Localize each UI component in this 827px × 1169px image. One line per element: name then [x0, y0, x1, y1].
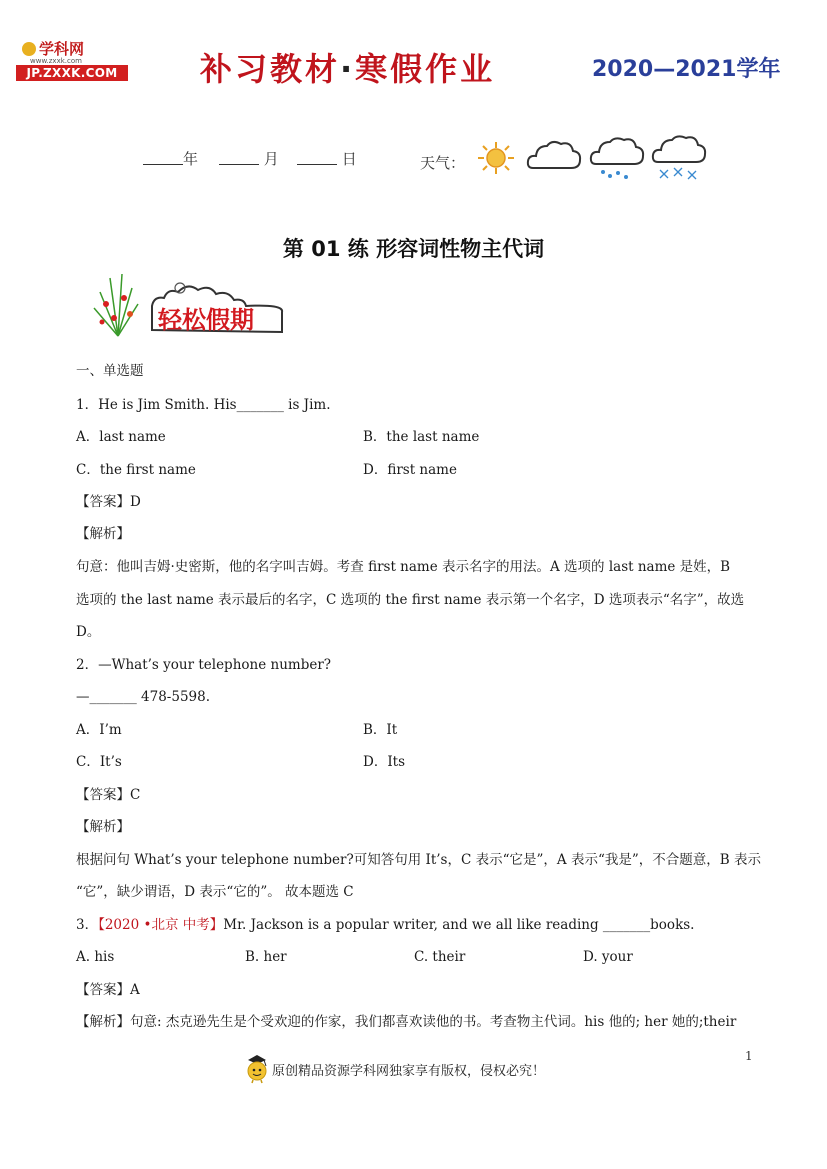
- banner-part1: 补习教材: [200, 50, 341, 88]
- logo-band: JP.ZXXK.COM: [16, 65, 128, 81]
- page-title: 第 01 练 形容词性物主代词: [282, 237, 545, 261]
- date-day-field: [297, 148, 357, 169]
- month-blank: [219, 150, 259, 165]
- q1-analysis-line-2: 选项的 the last name 表示最后的名字，C 选项的 the first name 表示第一个名字，D 选项表示“名字”，故选: [76, 592, 745, 608]
- q1-option-a[interactable]: A．last name: [76, 429, 166, 445]
- q1-analysis-label: 【解析】: [76, 526, 130, 542]
- q3-option-b[interactable]: B. her: [245, 949, 287, 965]
- rain-icon: [588, 136, 646, 182]
- section-heading: 一、单选题: [76, 363, 144, 379]
- day-blank: [297, 150, 337, 165]
- holiday-badge: [88, 270, 288, 340]
- question-2-stem: 2．—What’s your telephone number?: [76, 657, 332, 673]
- flower-plant-icon: [94, 274, 138, 336]
- snow-icon: [650, 134, 708, 182]
- q2-option-b[interactable]: B．It: [363, 722, 398, 738]
- banner-dot: ·: [340, 50, 356, 88]
- q1-analysis-line-1: 句意：他叫吉姆·史密斯，他的名字叫吉姆。考查 first name 表示名字的用法。A 选项的 last name 是姓，B: [76, 559, 731, 575]
- q3-analysis-line-1: 【解析】句意: 杰克逊先生是个受欢迎的作家，我们都喜欢读他的书。考查物主代词。his 他的; her 她的;their: [76, 1014, 737, 1030]
- q1-answer: 【答案】D: [76, 494, 141, 510]
- question-1-stem: 1．He is Jim Smith. His_______ is Jim.: [76, 397, 331, 413]
- q3-option-d[interactable]: D. your: [583, 949, 633, 965]
- banner-part2: 寒假作业: [355, 50, 496, 88]
- page-number: 1: [745, 1049, 753, 1063]
- question-3-stem: [76, 916, 694, 934]
- q1-analysis-line-3: D。: [76, 624, 101, 640]
- school-year: 2020—2021学年: [592, 57, 781, 82]
- day-label: 日: [341, 150, 357, 168]
- q3-stem-text: Mr. Jackson is a popular writer, and we all like reading _______books.: [223, 917, 695, 933]
- q2-analysis-line-2: “它”，缺少谓语，D 表示“它的”。 故本题选 C: [76, 884, 354, 900]
- year-blank: [143, 150, 183, 165]
- q2-answer: 【答案】C: [76, 787, 141, 803]
- q2-analysis-label: 【解析】: [76, 819, 130, 835]
- q2-option-c[interactable]: C．It’s: [76, 754, 122, 770]
- logo-mark-icon: [22, 42, 36, 56]
- year-label: 年: [183, 150, 199, 168]
- question-2-stem-reply: —_______ 478-5598.: [76, 689, 211, 705]
- q1-option-c[interactable]: C．the first name: [76, 462, 196, 478]
- date-month-field: [219, 148, 279, 169]
- copyright-footer: 原创精品资源学科网独家享有版权，侵权必究！: [272, 1064, 546, 1079]
- q2-analysis-line-1: 根据问句 What’s your telephone number?可知答句用 It’s，C 表示“它是”，A 表示“我是”，不合题意，B 表示: [76, 852, 761, 868]
- logo-sub-text: www.zxxk.com: [30, 57, 82, 65]
- month-label: 月: [263, 150, 279, 168]
- q1-option-b[interactable]: B．the last name: [363, 429, 480, 445]
- q3-option-a[interactable]: A. his: [76, 949, 115, 965]
- banner-title: [200, 44, 495, 90]
- weather-label: 天气：: [420, 154, 466, 172]
- site-logo: [16, 38, 128, 84]
- logo-top-text: 学科网: [39, 40, 85, 58]
- q2-option-a[interactable]: A．I’m: [76, 722, 122, 738]
- q2-option-d[interactable]: D．Its: [363, 754, 406, 770]
- q3-answer: 【答案】A: [76, 982, 140, 998]
- q3-source-tag: 【2020 •北京 中考】: [98, 917, 224, 933]
- cloudy-icon: [525, 136, 583, 174]
- q3-option-c[interactable]: C. their: [414, 949, 466, 965]
- q3-number: 3．: [76, 917, 99, 933]
- sun-icon: [474, 140, 518, 176]
- date-year-field: [143, 148, 198, 169]
- q1-option-d[interactable]: D．first name: [363, 462, 457, 478]
- badge-text: 轻松假期: [158, 306, 254, 334]
- mascot-icon: [244, 1054, 270, 1084]
